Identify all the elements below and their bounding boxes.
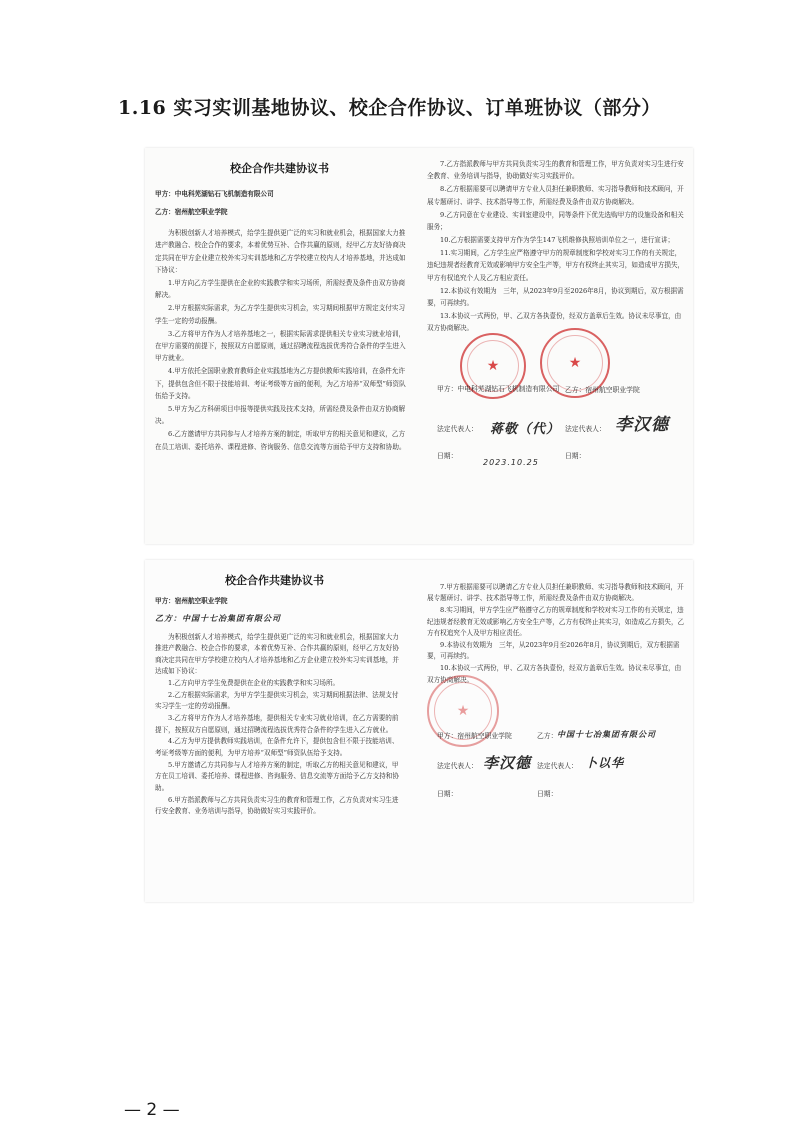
- legal-rep-b-signature: 李汉德: [615, 415, 669, 435]
- clause: 12.本协议有效期为 三年，从2023年9月至2026年8月，协议到期后，双方根据需要，可再续约。: [427, 286, 684, 307]
- signature-party-b-value: 中国十七冶集团有限公司: [557, 730, 656, 739]
- clause: 11.实习期间，乙方学生应严格遵守甲方的规章制度和学校对实习工作的有关规定，违纪违规者经教育无效或影响甲方安全生产等，甲方有权终止其实习，如造成甲方损失，甲方有权追究个人及乙方相应责任。: [427, 248, 685, 282]
- date-label: 日期：: [437, 790, 458, 798]
- signature-party-b: 乙方：宿州航空职业学院: [565, 386, 640, 394]
- clause: 6.甲方指派教师与乙方共同负责实习生的教育和管理工作，乙方负责对实习生进行安全教育、业务培训与指导，协助做好实习实践评价。: [155, 795, 399, 815]
- clause: 为积极创新人才培养模式，给学生提供更广泛的实习和就业机会，根据国家大力推进产教融合、校企合作的要求，本着优势互补、合作共赢的原则，经甲乙方友好协商决定共同在甲方企业建立校外实习实训基地和乙方学校建立校内人才培养基地，并达成如下协议：: [155, 228, 406, 275]
- clause: 1.乙方向甲方学生免费提供在企业的实践教学和实习场所。: [168, 678, 340, 687]
- school-seal: ★: [427, 675, 499, 747]
- clause: 7.甲方根据需要可以聘请乙方专业人员担任兼职教师、实习指导教师和技术顾问，开展专题研讨、讲学、技术指导等工作，所需经费及条件由双方协商解决。: [427, 583, 684, 603]
- signature-party-a: 甲方：宿州航空职业学院: [437, 732, 512, 740]
- legal-rep-b-label: 法定代表人：: [537, 762, 578, 770]
- right-column: [427, 582, 685, 687]
- clause: 4.甲方依托全国职业教育教师企业实践基地为乙方提供教师实践培训，在条件允许下，提供包含但不限于技能培训、考证考级等方面的便利，为乙方培养“双师型”师资队伍给予支持。: [155, 367, 406, 401]
- doc-title: 校企合作共建协议书: [225, 574, 324, 587]
- clause: 1.甲方向乙方学生提供在企业的实践教学和实习场所，所需经费及条件由双方协商解决。: [155, 278, 406, 300]
- clause: 6.乙方邀请甲方共同参与人才培养方案的制定，听取甲方的相关意见和建议，乙方在员工培训、委托培养、课程进修、咨询服务、信息交流等方面给予甲方支持和协助。: [155, 430, 406, 451]
- clause: 8.乙方根据需要可以聘请甲方专业人员担任兼职教师、实习指导教师和技术顾问，开展专题研讨、讲学、技术指导等工作，所需经费及条件由双方协商解决。: [427, 185, 684, 206]
- legal-rep-a-signature: 蒋敬（代）: [490, 422, 561, 437]
- party-b: 乙方：宿州航空职业学院: [155, 208, 228, 217]
- clause: 7.乙方指派教师与甲方共同负责实习生的教育和管理工作，甲方负责对实习生进行安全教育、业务培训与指导，协助做好实习实践评价。: [427, 160, 684, 181]
- signature-party-b-label: 乙方：: [537, 732, 558, 740]
- doc-title: 校企合作共建协议书: [230, 162, 329, 175]
- legal-rep-a-signature: 李汉德: [483, 754, 532, 772]
- clause: 9.本协议有效期为 三年，从2023年9月至2026年8月，协议到期后，双方根据需要，可再续约。: [427, 641, 680, 661]
- clause: 4.乙方为甲方提供教师实践培训，在条件允许下，提供包含但不限于技能培训、考证考级等方面的便利，为甲方培养“双师型”师资队伍给予支持。: [155, 737, 399, 757]
- clause: 9.乙方同意在专业建设、实训室建设中，同等条件下优先选购甲方的设施设备和相关服务；: [427, 210, 684, 232]
- date-label: 日期：: [565, 452, 586, 460]
- legal-rep-a-label: 法定代表人：: [437, 762, 478, 770]
- party-a: 甲方：宿州航空职业学院: [155, 597, 228, 605]
- school-seal: ★: [540, 328, 610, 398]
- clause: 3.乙方将甲方作为人才培养基地之一，根据实际需求提供相关专业实习就业培训，在甲方需要的前提下，按照双方自愿原则，通过招聘流程选拔优秀符合条件的学生进入甲方就业。: [155, 329, 406, 363]
- clause: 2.甲方根据实际需求，为乙方学生提供实习机会，实习期间根据甲方规定支付实习学生一定的劳动报酬。: [155, 304, 406, 325]
- clause: 为积极创新人才培养模式，给学生提供更广泛的实习和就业机会，根据国家大力推进产教融合、校企合作的要求，本着优势互补、合作共赢的原则，经甲乙方友好协商决定共同在甲方学校建立校内人才培养基地和乙方企业建立校外实习实训基地，并达成如下协议：: [155, 632, 399, 676]
- clause: 10.乙方根据需要支持甲方作为学生147飞机维修执照培训单位之一，进行宣讲；: [440, 235, 675, 244]
- legal-rep-a-label: 法定代表人：: [437, 425, 478, 433]
- clause: 5.甲方为乙方科研项目申报等提供实践及技术支持，所需经费及条件由双方协商解决。: [155, 405, 406, 426]
- clause: 8.实习期间，甲方学生应严格遵守乙方的规章制度和学校对实习工作的有关规定，违纪违规者经教育无效或影响乙方安全生产等，乙方有权终止其实习，如造成乙方损失，乙方有权追究个人及甲方相应责任。: [427, 606, 685, 638]
- page-number: — 2 —: [124, 1100, 180, 1120]
- party-a: 甲方：中电科芜湖钻石飞机制造有限公司: [155, 190, 274, 198]
- clause: 5.甲方邀请乙方共同参与人才培养方案的制定，听取乙方的相关意见和建议，甲方在员工培训、委托培养、课程进修、咨询服务、信息交流等方面给予乙方支持和协助。: [155, 760, 399, 792]
- signature-party-a: 甲方：中电科芜湖钻石飞机制造有限公司: [437, 385, 560, 393]
- legal-rep-b-signature: 卜以华: [585, 756, 625, 770]
- date-label: 日期：: [537, 790, 558, 798]
- clause: 2.乙方根据实际需求，为甲方学生提供实习机会，实习期间根据法律、法规支付实习学生一定的劳动报酬。: [155, 690, 399, 711]
- legal-rep-b-label: 法定代表人：: [565, 425, 606, 433]
- date-handwritten: 2023.10.25: [483, 458, 539, 467]
- company-seal: ★: [460, 333, 526, 399]
- agreement-scan-2: [145, 560, 693, 902]
- agreement-scan-1: [145, 148, 693, 544]
- left-column: [155, 596, 405, 818]
- section-heading: 1.16 实习实训基地协议、校企合作协议、订单班协议（部分）: [118, 97, 661, 119]
- right-column: [427, 158, 685, 335]
- clause: 3.乙方将甲方作为人才培养基地，提供相关专业实习就业培训，在乙方需要的前提下，按照双方自愿原则，通过招聘流程选拔优秀符合条件的学生进入乙方就业。: [155, 714, 399, 734]
- left-column: [155, 188, 407, 454]
- party-b: 乙方：中国十七冶集团有限公司: [155, 614, 281, 624]
- date-label: 日期：: [437, 452, 458, 460]
- clause: 13.本协议一式两份，甲、乙双方各执壹份，经双方盖章后生效。协议未尽事宜，由双方协商解决。: [427, 311, 682, 333]
- clause: 10.本协议一式两份，甲、乙双方各执壹份，经双方盖章后生效。协议未尽事宜，由双方协商解决。: [427, 664, 682, 684]
